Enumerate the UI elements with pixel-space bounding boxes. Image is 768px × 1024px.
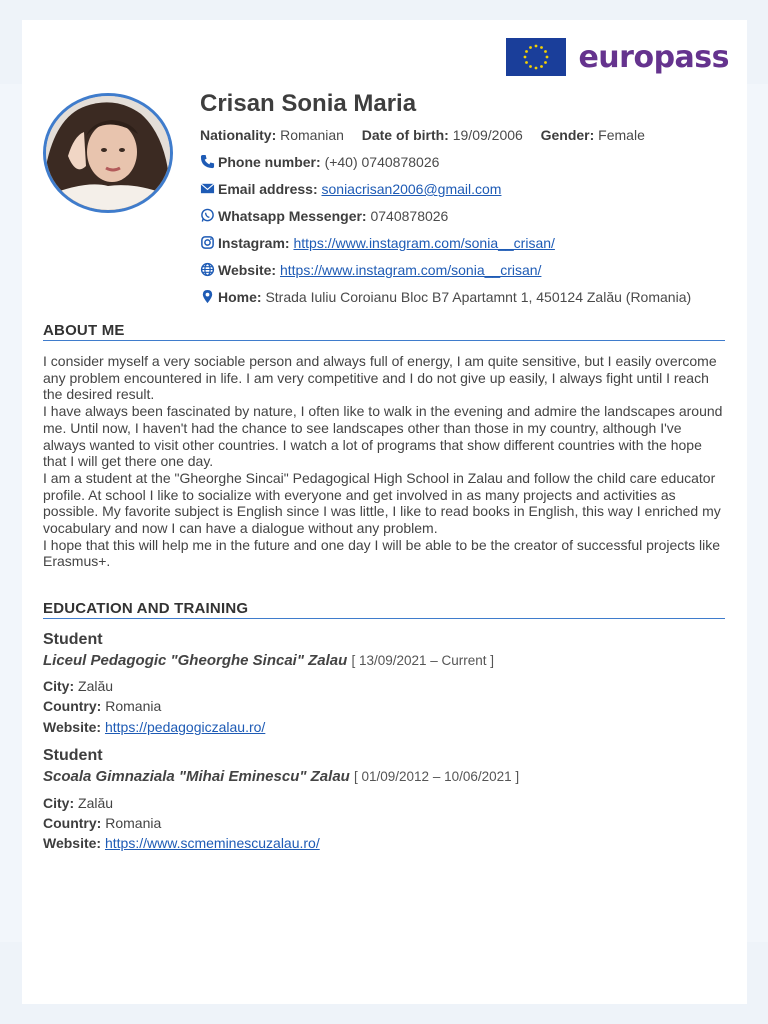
gender-value: Female bbox=[598, 127, 645, 143]
education-website bbox=[43, 719, 265, 735]
website-label: Website: bbox=[43, 719, 102, 735]
personal-info-row bbox=[200, 127, 645, 143]
country-label: Country: bbox=[43, 698, 102, 714]
eu-flag-icon bbox=[506, 38, 566, 76]
europass-logo bbox=[506, 38, 729, 76]
education-city bbox=[43, 678, 113, 694]
whatsapp-row bbox=[200, 208, 448, 224]
website-link[interactable]: https://www.instagram.com/sonia__crisan/ bbox=[279, 262, 542, 278]
nationality-value: Romanian bbox=[280, 127, 344, 143]
home-value: Strada Iuliu Coroianu Bloc B7 Apartamnt 1, 450124 Zalău (Romania) bbox=[265, 289, 692, 305]
email-label: Email address: bbox=[218, 181, 318, 197]
gender-label: Gender: bbox=[540, 127, 595, 143]
phone-label: Phone number: bbox=[218, 154, 321, 170]
city-value: Zalău bbox=[78, 678, 114, 694]
envelope-icon bbox=[200, 181, 215, 196]
education-website-link[interactable]: https://www.scmeminescuzalau.ro/ bbox=[104, 835, 320, 851]
dob-label: Date of birth: bbox=[361, 127, 449, 143]
about-paragraph: I am a student at the "Gheorghe Sincai" Pedagogical High School in Zalau and follow the child care educator profile. At school I like to socialize with everyone and get involved in as many projects and activities as possible. My favorite subject is English since I was little, I like to read books in English, this way I enriched my vocabulary and now I can have a dialogue without any problem. bbox=[43, 469, 721, 537]
school-name: Liceul Pedagogic "Gheorghe Sincai" Zalau bbox=[43, 652, 348, 669]
about-text bbox=[43, 353, 725, 570]
about-paragraph: I hope that this will help me in the future and one day I will be able to be the creator of successful projects like Erasmus+. bbox=[43, 536, 721, 570]
education-country bbox=[43, 815, 161, 831]
education-city bbox=[43, 795, 113, 811]
education-website bbox=[43, 835, 320, 851]
instagram-label: Instagram: bbox=[218, 235, 290, 251]
cv-sheet bbox=[22, 20, 747, 1004]
instagram-icon bbox=[200, 235, 215, 250]
website-row bbox=[200, 262, 541, 278]
dob-value: 19/09/2006 bbox=[452, 127, 523, 143]
about-paragraph: I consider myself a very sociable person and always full of energy, I am quite sensitive, but I easily overcome any problem encountered in life. I am very competitive and I do not give up easily, I always fight until I reach the desired result. bbox=[43, 353, 717, 403]
instagram-link[interactable]: https://www.instagram.com/sonia__crisan/ bbox=[293, 235, 555, 251]
home-row bbox=[200, 289, 691, 305]
country-label: Country: bbox=[43, 815, 102, 831]
phone-row bbox=[200, 154, 439, 170]
city-label: City: bbox=[43, 678, 75, 694]
website-label: Website: bbox=[218, 262, 277, 278]
email-link[interactable]: soniacrisan2006@gmail.com bbox=[321, 181, 502, 197]
location-pin-icon bbox=[200, 289, 215, 304]
phone-icon bbox=[200, 154, 215, 169]
education-dates: [ 01/09/2012 – 10/06/2021 ] bbox=[354, 769, 520, 784]
profile-photo bbox=[43, 93, 173, 213]
education-country bbox=[43, 698, 161, 714]
school-name: Scoala Gimnaziala "Mihai Eminescu" Zalau bbox=[43, 768, 350, 785]
city-value: Zalău bbox=[78, 795, 114, 811]
person-name: Crisan Sonia Maria bbox=[200, 90, 417, 117]
whatsapp-value: 0740878026 bbox=[370, 208, 449, 224]
instagram-row bbox=[200, 235, 555, 251]
phone-value: (+40) 0740878026 bbox=[324, 154, 440, 170]
country-value: Romania bbox=[105, 815, 162, 831]
about-paragraph: I have always been fascinated by nature, I often like to walk in the evening and admire the landscapes around me. Until now, I haven't had the chance to see landscapes other than those in my country, although I've always wanted to visit other countries. I watch a lot of programs that show different countries with the hope that I will get there one day. bbox=[43, 403, 723, 470]
whatsapp-icon bbox=[200, 208, 215, 223]
website-label: Website: bbox=[43, 835, 102, 851]
email-row bbox=[200, 181, 501, 197]
whatsapp-label: Whatsapp Messenger: bbox=[218, 208, 367, 224]
country-value: Romania bbox=[105, 698, 162, 714]
nationality-label: Nationality: bbox=[200, 127, 277, 143]
globe-icon bbox=[200, 262, 215, 277]
education-website-link[interactable]: https://pedagogiczalau.ro/ bbox=[104, 719, 266, 735]
home-label: Home: bbox=[218, 289, 262, 305]
education-dates: [ 13/09/2021 – Current ] bbox=[351, 653, 495, 668]
education-role: Student bbox=[43, 631, 103, 648]
section-title-education: EDUCATION AND TRAINING bbox=[43, 600, 725, 619]
section-title-about: ABOUT ME bbox=[43, 322, 725, 341]
education-role: Student bbox=[43, 747, 103, 764]
education-school bbox=[43, 652, 494, 669]
europass-wordmark: europass bbox=[578, 39, 729, 75]
city-label: City: bbox=[43, 795, 75, 811]
education-school bbox=[43, 768, 519, 785]
